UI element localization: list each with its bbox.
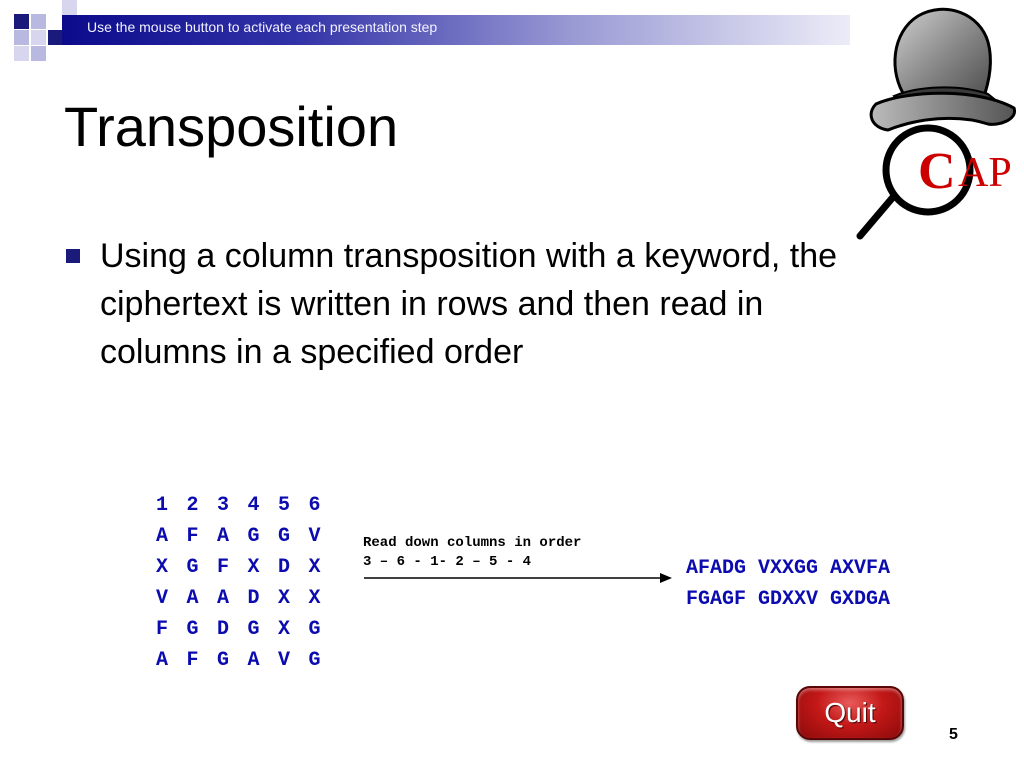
grid-row bbox=[156, 521, 339, 552]
header-instruction-bar bbox=[62, 15, 850, 45]
bullet-square-icon bbox=[66, 249, 80, 263]
grid-cell: G bbox=[278, 525, 291, 548]
grid-cell: D bbox=[247, 587, 260, 610]
grid-cell: A bbox=[247, 649, 260, 672]
grid-cell: G bbox=[186, 556, 199, 579]
grid-cell: G bbox=[308, 618, 321, 641]
grid-cell: G bbox=[308, 649, 321, 672]
grid-cell: X bbox=[278, 587, 291, 610]
grid-cell: X bbox=[308, 587, 321, 610]
quit-button[interactable] bbox=[796, 686, 904, 740]
page-number: 5 bbox=[949, 726, 958, 743]
grid-column-number: 1 bbox=[156, 494, 169, 517]
grid-cell: D bbox=[217, 618, 230, 641]
slide-title: Transposition bbox=[64, 95, 399, 158]
grid-column-number: 4 bbox=[247, 494, 260, 517]
ciphertext-line-1: AFADG VXXGG AXVFA bbox=[686, 557, 891, 580]
corner-square bbox=[48, 30, 63, 45]
grid-cell: D bbox=[278, 556, 291, 579]
grid-column-number: 2 bbox=[186, 494, 199, 517]
grid-cell: G bbox=[217, 649, 230, 672]
grid-cell: A bbox=[156, 649, 169, 672]
corner-square bbox=[14, 14, 29, 29]
detective-hat-icon bbox=[871, 9, 1014, 130]
grid-column-number: 5 bbox=[278, 494, 291, 517]
corner-square bbox=[14, 30, 29, 45]
grid-column-number: 6 bbox=[308, 494, 321, 517]
grid-cell: X bbox=[278, 618, 291, 641]
instruction-line-1: Read down columns in order bbox=[363, 535, 582, 551]
grid-cell: G bbox=[247, 525, 260, 548]
bullet-text: Using a column transposition with a keyword, the ciphertext is written in rows and then read in columns in a specified order bbox=[100, 237, 838, 371]
arrow-right-icon bbox=[364, 570, 674, 586]
logo-letter-c: C bbox=[918, 143, 956, 200]
read-order-instruction bbox=[363, 534, 581, 572]
corner-square bbox=[31, 46, 46, 61]
quit-button-label: Quit bbox=[824, 697, 876, 728]
cap-logo bbox=[848, 2, 1024, 242]
grid-cell: G bbox=[247, 618, 260, 641]
header-instruction-text: Use the mouse button to activate each presentation step bbox=[87, 19, 438, 35]
grid-cell: A bbox=[156, 525, 169, 548]
grid-cell: X bbox=[247, 556, 260, 579]
instruction-line-2: 3 – 6 - 1- 2 – 5 - 4 bbox=[363, 554, 532, 570]
grid-cell: F bbox=[217, 556, 230, 579]
grid-cell: F bbox=[186, 525, 199, 548]
grid-column-number: 3 bbox=[217, 494, 230, 517]
corner-square bbox=[31, 14, 46, 29]
corner-square bbox=[31, 30, 46, 45]
grid-cell: A bbox=[186, 587, 199, 610]
grid-cell: G bbox=[186, 618, 199, 641]
grid-header-row bbox=[156, 490, 339, 521]
grid-cell: F bbox=[186, 649, 199, 672]
grid-row bbox=[156, 614, 339, 645]
grid-cell: F bbox=[156, 618, 169, 641]
grid-row bbox=[156, 583, 339, 614]
grid-cell: A bbox=[217, 587, 230, 610]
ciphertext-line-2: FGAGF GDXXV GXDGA bbox=[686, 588, 891, 611]
grid-cell: A bbox=[217, 525, 230, 548]
transposition-grid bbox=[156, 490, 339, 676]
grid-cell: V bbox=[278, 649, 291, 672]
ciphertext-output bbox=[686, 553, 890, 615]
grid-row bbox=[156, 552, 339, 583]
grid-cell: V bbox=[156, 587, 169, 610]
logo-letters-ap: AP bbox=[958, 150, 1012, 196]
grid-cell: X bbox=[308, 556, 321, 579]
grid-cell: X bbox=[156, 556, 169, 579]
grid-cell: V bbox=[308, 525, 321, 548]
corner-square bbox=[62, 0, 77, 15]
grid-row bbox=[156, 645, 339, 676]
corner-square bbox=[14, 46, 29, 61]
